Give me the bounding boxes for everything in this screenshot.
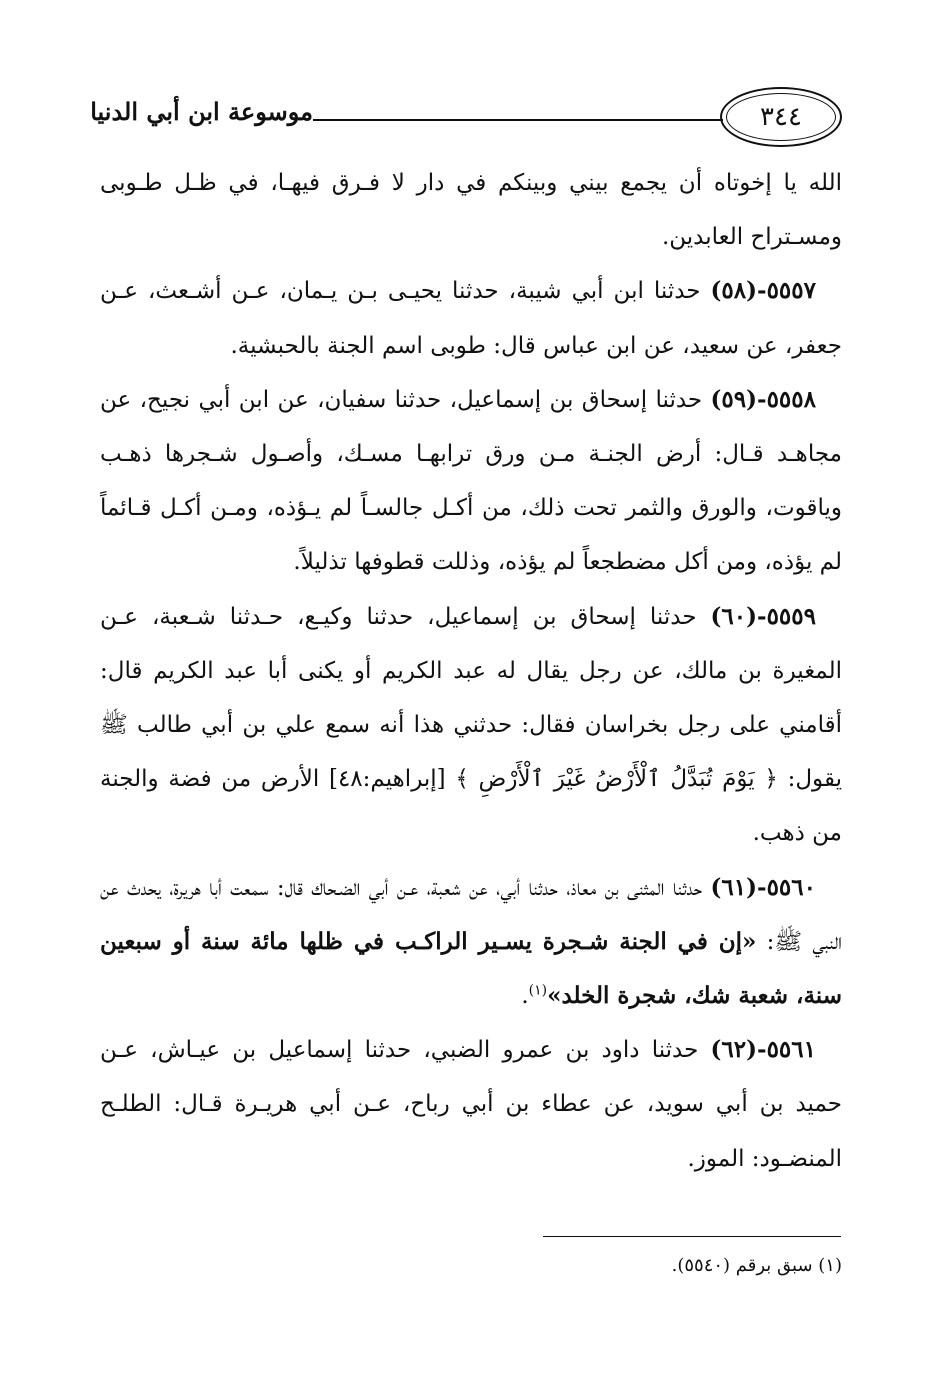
paragraph-text-end: [إبراهيم:٤٨] الأرض من فضة والجنة من ذهب.	[100, 766, 842, 847]
page-number-oval	[720, 87, 842, 147]
paragraph-text: الله يا إخوتاه أن يجمع بيني وبينكم في دار لا فـرق فيهـا، في ظـل طـوبى ومسـتراح العابدين.	[100, 170, 842, 251]
paragraph-text-end: .	[521, 983, 529, 1010]
footnote-ref[interactable]: (١)	[528, 982, 548, 999]
hadith-number: ٥٥٦٠-(٦١)	[710, 873, 816, 901]
paragraph-text: حدثنا إسحاق بن إسماعيل، حدثنا وكيـع، حـدثنا شـعبة، عـن المغيرة بن مالك، عن رجل يقال له عبد الكريم أو يكنى أبا عبد الكريم قال: أقامني على رجل بخراسان فقال: حدثني هذا أنه سمع علي بن أبي طالب ﷺ يقول:	[100, 603, 842, 793]
footnote: (١) سبق برقم (٥٥٤٠).	[671, 1255, 842, 1276]
paragraph	[100, 1023, 842, 1186]
header-rule	[313, 119, 723, 121]
paragraph-text: حدثنا ابن أبي شيبة، حدثنا يحيـى بـن يـمان، عـن أشـعث، عـن جعفر، عن سعيد، عن ابن عباس قال: طوبى اسم الجنة بالحبشية.	[100, 278, 842, 359]
paragraph	[100, 373, 842, 590]
book-title: موسوعة ابن أبي الدنيا	[90, 97, 313, 126]
quran-verse: ﴿ يَوْمَ تُبَدَّلُ ٱلْأَرْضُ غَيْرَ ٱلْأَرْضِ ﴾	[455, 766, 778, 793]
paragraph	[100, 590, 842, 861]
hadith-quote: «إن في الجنة شـجرة يسـير الراكـب في ظلها مائة سنة أو سبعين سنة، شعبة شك، شجرة الخلد»	[100, 927, 842, 1010]
paragraph	[100, 156, 842, 264]
hadith-number: ٥٥٥٩-(٦٠)	[710, 602, 816, 630]
hadith-number: ٥٥٥٨-(٥٩)	[710, 385, 816, 413]
hadith-number: ٥٥٦١-(٦٢)	[710, 1036, 816, 1064]
paragraph	[100, 861, 842, 1024]
page-number: ٣٤٤	[760, 102, 802, 132]
paragraph	[100, 264, 842, 372]
page-body	[100, 156, 842, 1186]
paragraph-text: حدثنا داود بن عمرو الضبي، حدثنا إسماعيل بن عيـاش، عـن حميد بن أبي سويد، عن عطاء بن أبي رباح، عـن أبي هريـرة قـال: الطلـح المنضـود: الموز.	[100, 1037, 842, 1172]
footnote-rule	[543, 1236, 841, 1237]
hadith-number: ٥٥٥٧-(٥٨)	[710, 277, 816, 305]
paragraph-text: حدثنا إسحاق بن إسماعيل، حدثنا سفيان، عن ابن أبي نجيح، عن مجاهـد قـال: أرض الجنـة مـن ورق ترابهـا مسـك، وأصـول شـجرها ذهـب وياقوت، والورق والثمر تحت ذلك، من أكـل جالسـاً لم يـؤذه، ومـن أكـل قـائماً لم يؤذه، ومن أكل مضطجعاً لم يؤذه، وذللت قطوفها تذليلاً.	[100, 386, 842, 576]
page-header	[90, 85, 845, 153]
paragraph-text: حدثنا المثنى بن معاذ، حدثنا أبي، عن شعبة، عـن أبي الضـحاك قال: سمعت أبا هريرة، يحدث عن النبي ﷺ:	[100, 874, 842, 955]
